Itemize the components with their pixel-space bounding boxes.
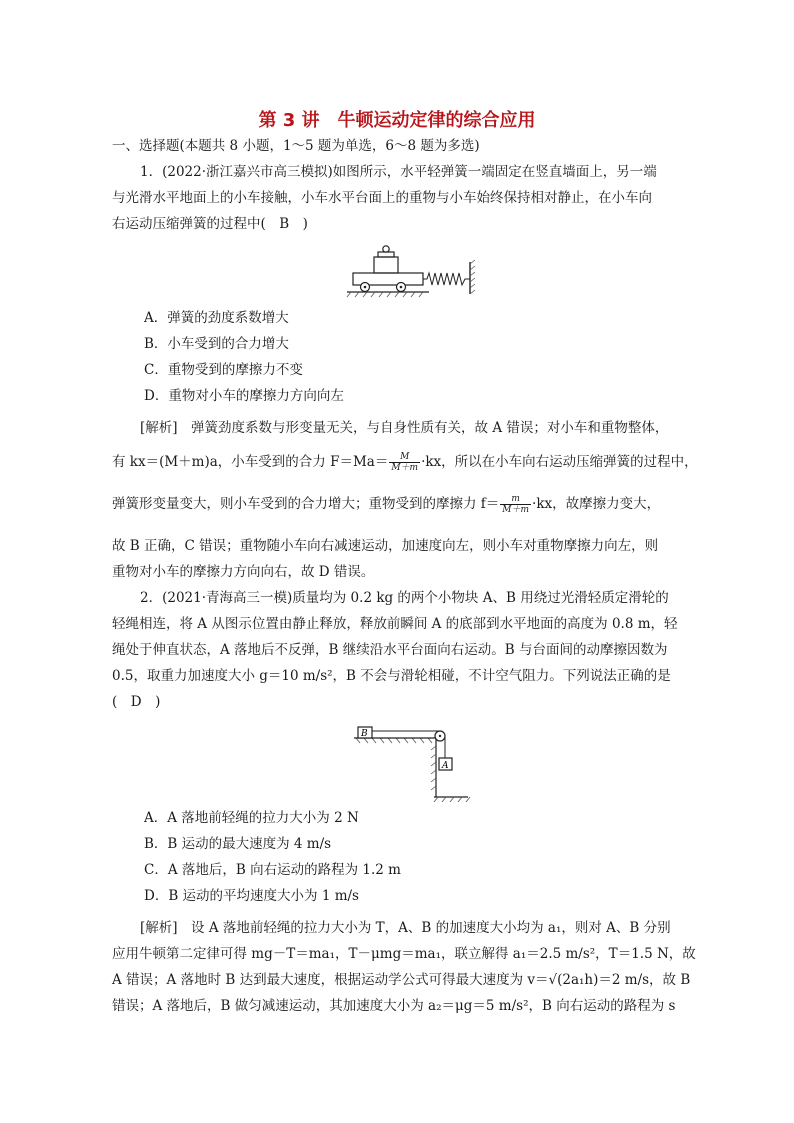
q1-analysis-text-3b: ·kx，故摩擦力变大， [532, 496, 661, 512]
q1-analysis-text-2b: ·kx，所以在小车向右运动压缩弹簧的过程中， [421, 454, 698, 470]
q1-analysis-text-3a: 弹簧形变量变大，则小车受到的合力增大；重物受到的摩擦力 f＝ [112, 496, 500, 512]
q1-fraction-1-num: M [389, 452, 420, 463]
q1-option-c: C．重物受到的摩擦力不变 [144, 362, 303, 378]
q2-stem-line-1: 2．(2021·青海高三一模)质量均为 0.2 kg 的两个小物块 A、B 用绕过光滑轻质定滑轮的 [140, 590, 669, 606]
q1-stem-line-1: 1．(2022·浙江嘉兴市高三模拟)如图所示，水平轻弹簧一端固定在竖直墙面上，另一端 [140, 164, 657, 180]
q1-analysis-line-1: [解析] 弹簧劲度系数与形变量无关，与自身性质有关，故 A 错误；对小车和重物整体， [140, 420, 669, 436]
q1-fraction-2 [500, 494, 531, 515]
q2-option-c: C．A 落地后，B 向右运动的路程为 1.2 m [144, 862, 401, 878]
q1-fraction-2-num: m [500, 494, 531, 505]
q2-stem-line-3: 绳处于伸直状态，A 落地后不反弹，B 继续沿水平台面向右运动。B 与台面间的动摩擦因数为 [112, 642, 668, 658]
q1-stem-line-2: 与光滑水平地面上的小车接触，小车水平台面上的重物与小车始终保持相对静止，在小车向 [112, 190, 652, 206]
q1-analysis-text-2a: 有 kx＝(M＋m)a，小车受到的合力 F＝Ma＝ [112, 454, 389, 470]
q1-option-d: D．重物对小车的摩擦力方向向左 [144, 388, 344, 404]
q1-fraction-1 [389, 452, 420, 473]
q2-stem-line-5: ( D ) [112, 694, 161, 710]
q2-analysis-line-1: [解析] 设 A 落地前轻绳的拉力大小为 T，A、B 的加速度大小均为 a₁，则对 A、B 分别 [140, 920, 671, 936]
q1-option-b: B．小车受到的合力增大 [144, 336, 289, 352]
q1-analysis-line-3 [112, 494, 682, 515]
q2-analysis-line-4: 错误；A 落地后，B 做匀减速运动，其加速度大小为 a₂＝μg＝5 m/s²，B 向右运动的路程为 s [112, 998, 676, 1014]
q1-fraction-2-den: M＋m [502, 505, 530, 515]
q2-analysis-line-3: A 错误；A 落地时 B 达到最大速度，根据运动学公式可得最大速度为 v＝√(2a₁h)＝2 m/s，故 B [112, 972, 691, 988]
q1-fraction-1-den: M＋m [391, 463, 419, 473]
page-title: 第 3 讲 牛顿运动定律的综合应用 [258, 110, 536, 131]
q2-figure-pulley [352, 722, 472, 802]
section-heading: 一、选择题(本题共 8 小题，1～5 题为单选，6～8 题为多选) [112, 138, 480, 154]
q2-option-a: A．A 落地前轻绳的拉力大小为 2 N [144, 810, 359, 826]
q1-option-a: A．弹簧的劲度系数增大 [144, 310, 289, 326]
q2-stem-line-4: 0.5，取重力加速度大小 g＝10 m/s²，B 不会与滑轮相碰，不计空气阻力。下列说法正确的是 [112, 668, 671, 684]
q2-option-b: B．B 运动的最大速度为 4 m/s [144, 836, 332, 852]
q2-stem-line-2: 轻绳相连，将 A 从图示位置由静止释放，释放前瞬间 A 的底部到水平地面的高度为 0.8 m，轻 [112, 616, 678, 632]
q2-figure-label-b: B [361, 729, 368, 739]
q2-option-d: D．B 运动的平均速度大小为 1 m/s [144, 888, 359, 904]
q1-analysis-line-4: 故 B 正确，C 错误；重物随小车向右减速运动，加速度向左，则小车对重物摩擦力向左，则 [112, 538, 659, 554]
q2-figure-label-a: A [442, 761, 449, 771]
q1-analysis-line-5: 重物对小车的摩擦力方向向右，故 D 错误。 [112, 564, 375, 580]
q1-analysis-line-2 [112, 452, 698, 473]
q2-analysis-line-2: 应用牛顿第二定律可得 mg－T＝ma₁，T－μmg＝ma₁，联立解得 a₁＝2.5 m/s²，T＝1.5 N，故 [112, 946, 696, 962]
q1-stem-line-3: 右运动压缩弹簧的过程中( B ) [112, 216, 308, 232]
q1-figure-cart-spring [345, 240, 480, 298]
